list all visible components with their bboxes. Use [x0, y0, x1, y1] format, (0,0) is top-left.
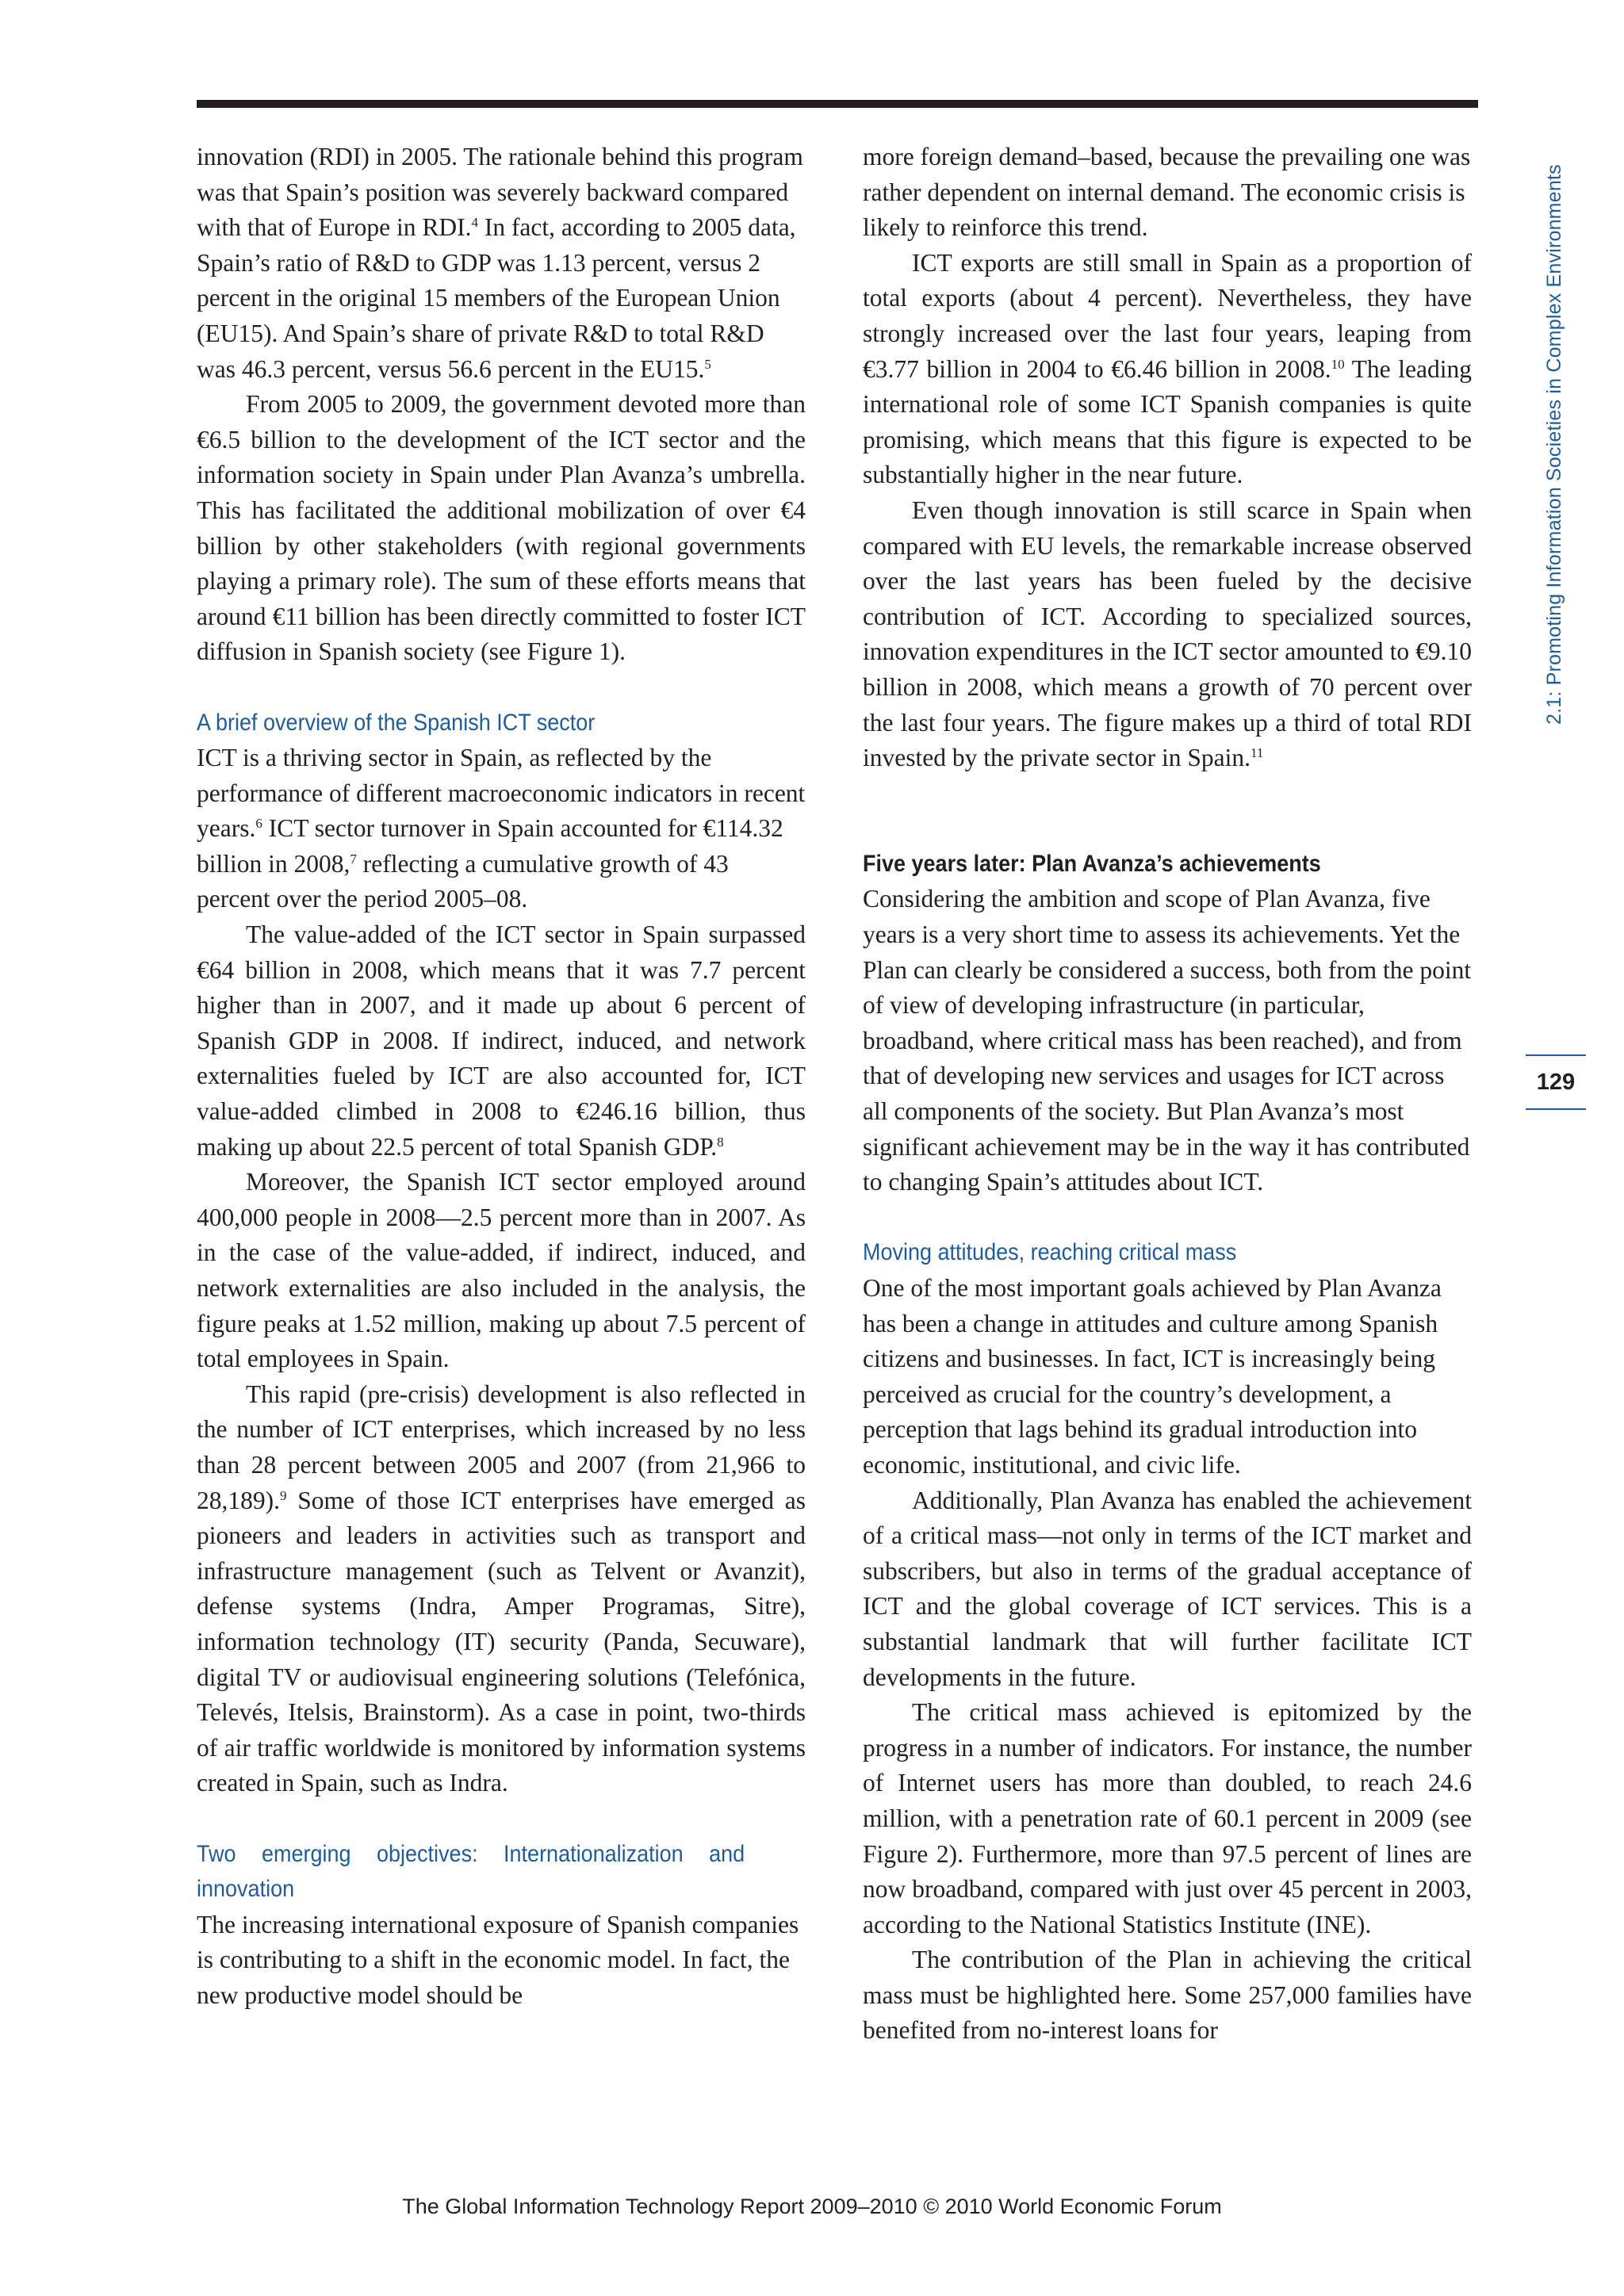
footnote-ref[interactable]: 10 — [1331, 356, 1345, 372]
paragraph: ICT is a thriving sector in Spain, as reflected by the performance of different macroeconomic indicators in recent years.$^6$ ICT sector turnover in Spain accounted for €114.32 billion in 2008,$^7$ reflecting a cumulative growth of 43 percent over the period 2005–08. — [197, 744, 806, 913]
page-number: 129 — [1526, 1054, 1586, 1110]
paragraph: The value-added of the ICT sector in Spain surpassed €64 billion in 2008, which means that it was 7.7 percent higher than in 2007, and it made up about 6 percent of Spanish GDP in 2008. If indirect, induced, and network externalities fueled by ICT are also accounted for, ICT value-added climbed in 2008 to €246.16 billion, thus making up about 22.5 percent of total Spanish GDP.$^8$ — [197, 920, 806, 1161]
section-heading: A brief overview of the Spanish ICT sector — [197, 709, 596, 736]
right-column — [863, 140, 1472, 2049]
footnote-ref[interactable]: 6 — [255, 816, 262, 832]
paragraph: One of the most important goals achieved by Plan Avanza has been a change in attitudes and culture among Spanish citizens and businesses. In fact, ICT is increasingly being perceived as crucial for the country’s development, a perception that lags behind its gradual introduction into economic, institutional, and civic life. — [863, 1274, 1442, 1479]
paragraph: more foreign demand–based, because the prevailing one was rather dependent on internal demand. The economic crisis is likely to reinforce this trend. — [863, 143, 1471, 242]
footnote-ref[interactable]: 7 — [350, 851, 357, 867]
paragraph: From 2005 to 2009, the government devoted more than €6.5 billion to the development of the ICT sector and the information society in Spain under Plan Avanza’s umbrella. This has facilitated the additional mobilization of over €4 billion by other stakeholders (with regional governments playing a primary role). The sum of these efforts means that around €11 billion has been directly committed to foster ICT diffusion in Spanish society (see Figure 1). — [197, 390, 806, 666]
footnote-ref[interactable]: 11 — [1251, 745, 1264, 761]
paragraph: innovation (RDI) in 2005. The rationale behind this program was that Spain’s position was severely backward compared with that of Europe in RDI.$^4$ In fact, according to 2005 data, Spain’s ratio of R&D to GDP was 1.13 percent, versus 2 percent in the original 15 members of the European Union (EU15). And Spain’s share of private R&D to total R&D was 46.3 percent, versus 56.6 percent in the EU15.$^5$ — [197, 143, 803, 383]
footnote-ref[interactable]: 9 — [280, 1487, 287, 1503]
footnote-ref[interactable]: 5 — [704, 356, 711, 372]
footnote-ref[interactable]: 8 — [717, 1134, 724, 1150]
paragraph: Moreover, the Spanish ICT sector employed around 400,000 people in 2008—2.5 percent more than in 2007. As in the case of the value-added, if indirect, induced, and network externalities are also included in the analysis, the figure peaks at 1.52 million, making up about 7.5 percent of total employees in Spain. — [197, 1168, 806, 1373]
paragraph: Even though innovation is still scarce in Spain when compared with EU levels, the remarkable increase observed over the last years has been fueled by the decisive contribution of ICT. According to specialized sources, innovation expenditures in the ICT sector amounted to €9.10 billion in 2008, which means a growth of 70 percent over the last four years. The figure makes up a third of total RDI invested by the private sector in Spain.$^{11}$ — [863, 496, 1472, 772]
paragraph: The contribution of the Plan in achieving the critical mass must be highlighted here. Some 257,000 families have benefited from no-interest loans for — [863, 1946, 1472, 2045]
paragraph: The increasing international exposure of Spanish companies is contributing to a shift in the economic model. In fact, the new productive model should be — [197, 1910, 799, 2009]
left-column — [197, 140, 806, 2013]
footer-credit: The Global Information Technology Report 2009–2010 © 2010 World Economic Forum — [402, 2195, 1222, 2218]
paragraph: Additionally, Plan Avanza has enabled the achievement of a critical mass—not only in terms of the ICT market and subscribers, but also in terms of the gradual acceptance of ICT and the global coverage of ICT services. This is a substantial landmark that will further facilitate ICT developments in the future. — [863, 1486, 1472, 1691]
top-rule — [197, 100, 1478, 108]
running-section-title: 2.1: Promoting Information Societies in Complex Environments — [1543, 164, 1565, 725]
paragraph: This rapid (pre-crisis) development is also reflected in the number of ICT enterprises, which increased by no less than 28 percent between 2005 and 2007 (from 21,966 to 28,189).$^9$ Some of those ICT enterprises have emerged as pioneers and leaders in activities such as transport and infrastructure management (such as Telvent or Avanzit), defense systems (Indra, Amper Programas, Sitre), information technology (IT) security (Panda, Secuware), digital TV or audiovisual engineering solutions (Telefónica, Televés, Itelsis, Brainstorm). As a case in point, two-thirds of air traffic worldwide is monitored by information systems created in Spain, such as Indra. — [197, 1380, 806, 1797]
paragraph: The critical mass achieved is epitomized by the progress in a number of indicators. For instance, the number of Internet users has more than doubled, to reach 24.6 million, with a penetration rate of 60.1 percent in 2009 (see Figure 2). Furthermore, more than 97.5 percent of lines are now broadband, compared with just over 45 percent in 2003, according to the National Statistics Institute (INE). — [863, 1698, 1472, 1938]
footnote-ref[interactable]: 4 — [471, 215, 478, 231]
section-heading: Five years later: Plan Avanza’s achievements — [863, 850, 1321, 877]
subsection-heading: Moving attitudes, reaching critical mass — [863, 1239, 1237, 1266]
section-heading: Two emerging objectives: Internationalization and innovation — [197, 1840, 745, 1903]
paragraph: ICT exports are still small in Spain as a proportion of total exports (about 4 percent). Nevertheless, they have strongly increased over the last four years, leaping from €3.77 billion in 2004 to €6.46 billion in 2008.10 The leading international role of some ICT Spanish companies is quite promising, which means that this figure is expected to be substantially higher in the near future. — [863, 248, 1472, 489]
paragraph: Considering the ambition and scope of Plan Avanza, five years is a very short time to assess its achievements. Yet the Plan can clearly be considered a success, both from the point of view of developing infrastructure (in particular, broadband, where critical mass has been reached), and from that of developing new services and usages for ICT across all components of the society. But Plan Avanza’s most significant achievement may be in the way it has contributed to changing Spain’s attitudes about ICT. — [863, 885, 1472, 1196]
